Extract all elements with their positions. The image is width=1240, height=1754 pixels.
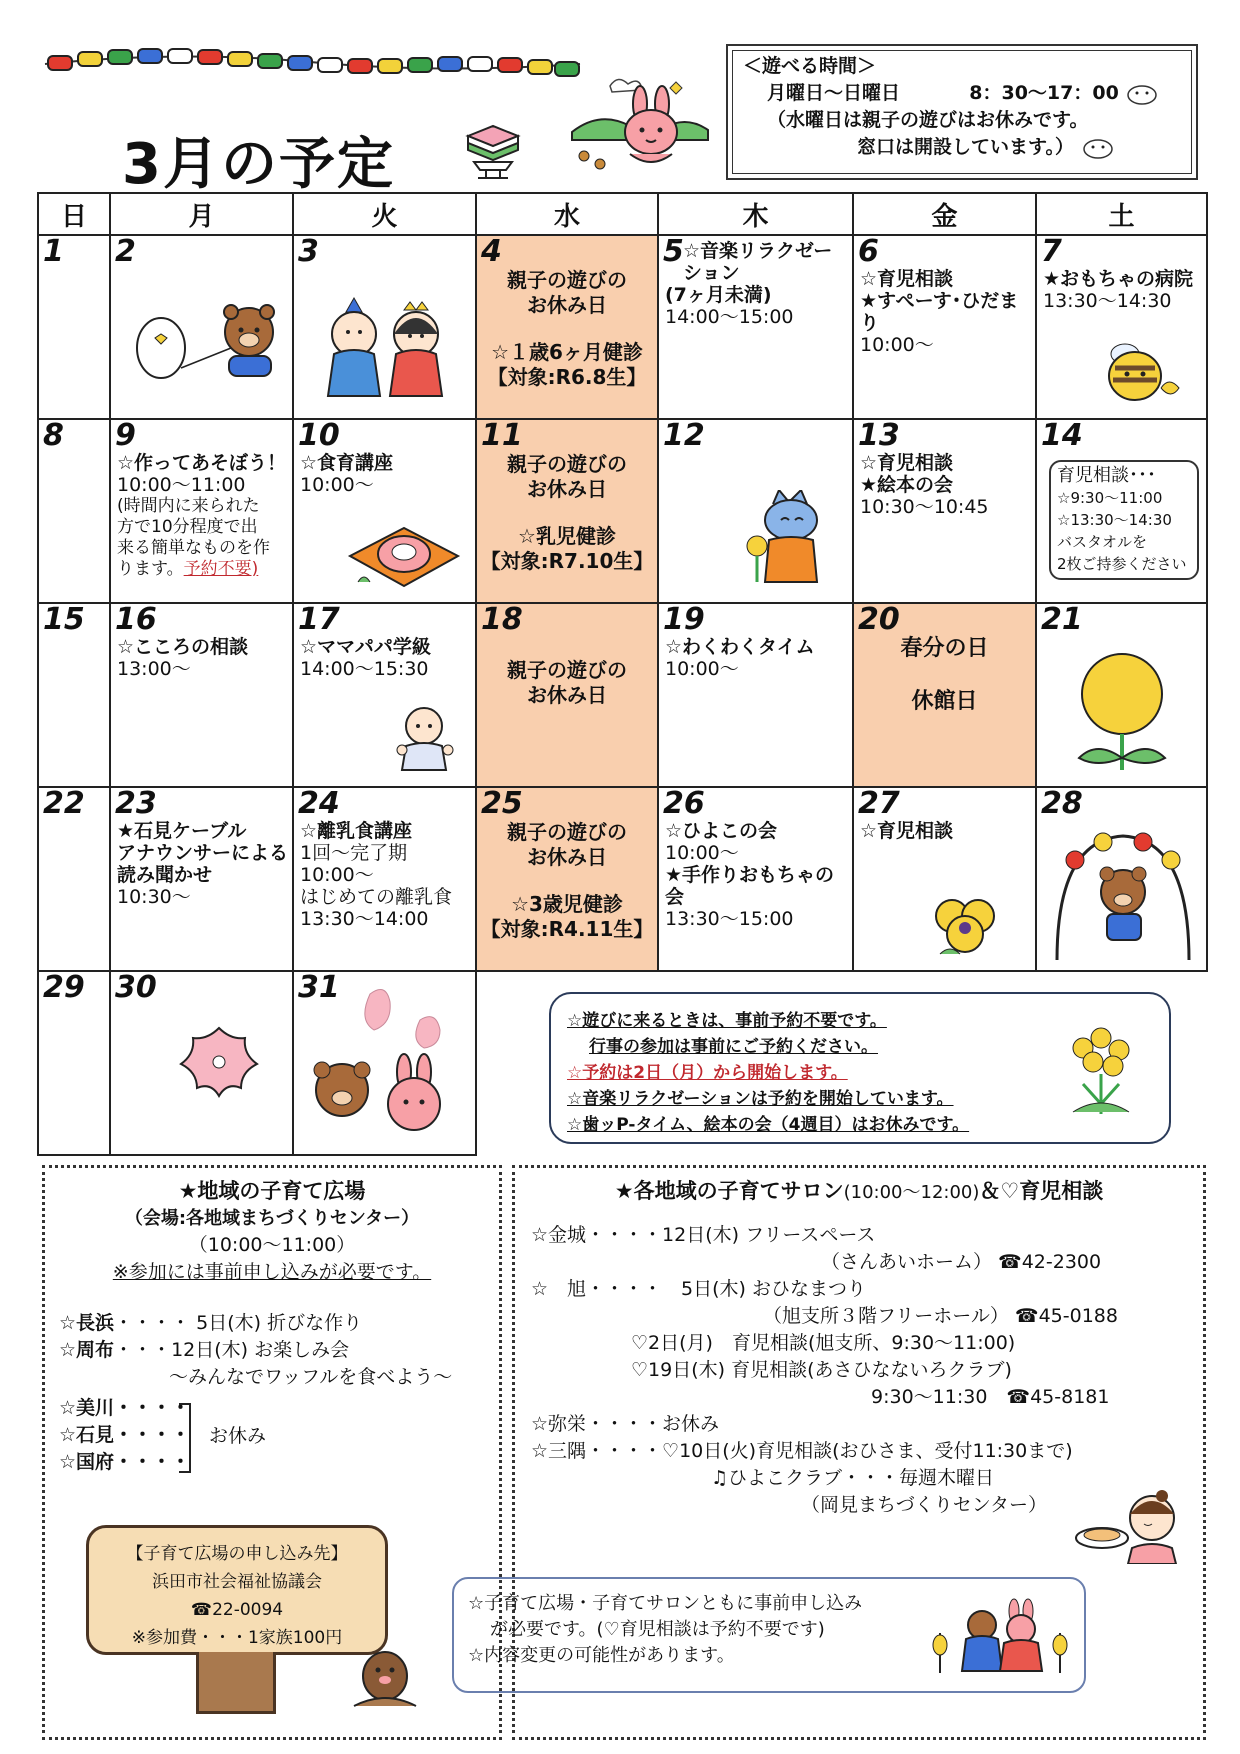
salon-title-consult: ＆♡育児相談: [979, 1179, 1104, 1203]
event-time: 13:30～14:00: [300, 908, 429, 930]
event-title: ☆ママパパ学級: [300, 636, 431, 658]
day-cell-closed: [476, 603, 658, 787]
hishimochi-icon: [458, 118, 528, 182]
pansy-icon: [930, 894, 1000, 958]
baby-icon: [394, 704, 456, 774]
rest-label: お休み: [209, 1425, 267, 1447]
day-number: 23: [115, 786, 157, 821]
event-detail: 1回～完了期: [300, 842, 408, 864]
health-check-target: 【対象:R7.10生】: [480, 549, 654, 573]
day-cell: [110, 419, 293, 603]
hours-time: 8：30～17：00: [969, 82, 1119, 104]
cat-flower-icon: [739, 490, 835, 590]
day-number: 24: [298, 786, 340, 821]
event-time: 13:30～15:00: [665, 908, 794, 930]
sign-phone: ☎22-0094: [190, 1600, 284, 1620]
hours-heading: ＜遊べる時間＞: [743, 55, 877, 77]
salon-title: [531, 1176, 1187, 1208]
day-number: 25: [481, 786, 523, 821]
hours-line: [743, 80, 1181, 107]
mole-icon: [350, 1640, 420, 1710]
day-cell: [38, 235, 110, 419]
day-cell: [1036, 419, 1207, 603]
event-desc: 来る簡単なものを作: [117, 538, 270, 558]
event-time: 14:00～15:00: [665, 306, 794, 328]
day-number: 30: [115, 970, 157, 1005]
local-plaza-row: [59, 1337, 485, 1364]
event-time: 10:30～10:45: [860, 496, 989, 518]
day-number: 12: [663, 418, 705, 453]
day-number: 14: [1041, 418, 1083, 453]
rapeseed-flower-icon: [1053, 1024, 1149, 1120]
calendar-week: [38, 603, 1207, 787]
health-check-target: 【対象:R4.11生】: [480, 917, 654, 941]
salon-line: ☆三隅・・・・♡10日(火)育児相談(おひさま、受付11:30まで): [531, 1440, 1073, 1462]
closed-note: 親子の遊びの: [507, 820, 627, 844]
day-cell-closed: [476, 235, 658, 419]
event-title: ☆育児相談: [860, 820, 954, 842]
day-number: 3: [298, 234, 319, 269]
day-number: 13: [858, 418, 900, 453]
local-plaza-venue: （会場:各地域まちづくりセンター）: [124, 1208, 420, 1229]
event-time: 10:30～: [117, 886, 191, 908]
local-plaza-row: [59, 1310, 485, 1337]
day-cell: [1036, 787, 1207, 971]
bubble-line: 2枚ご持参ください: [1057, 555, 1187, 573]
place-name: ☆周布: [59, 1339, 115, 1361]
rabbit-hill-icon: [570, 70, 710, 176]
day-number: 20: [858, 602, 900, 637]
application-note: [452, 1577, 1086, 1693]
hours-days: 月曜日～日曜日: [767, 82, 901, 104]
hours-note-2: 窓口は開設しています。）: [857, 136, 1074, 158]
day-number: 16: [115, 602, 157, 637]
day-cell: [658, 787, 853, 971]
girl-cooking-icon: [1072, 1488, 1192, 1564]
day-number: 10: [298, 418, 340, 453]
event-title: ☆作ってあそぼう！: [117, 452, 287, 474]
page-title: 3月の予定: [122, 132, 395, 197]
event-title: ☆わくわくタイム: [665, 636, 815, 658]
day-cell: [658, 603, 853, 787]
day-number: 18: [481, 602, 523, 637]
bear-rabbit-blossom-icon: [300, 980, 472, 1150]
event-title: ☆育児相談: [860, 452, 954, 474]
hina-lanterns-icon: [930, 1593, 1070, 1683]
salon-line: ☆金城・・・・12日(木) フリースペース: [531, 1224, 876, 1246]
weekday-mon: 月: [110, 193, 293, 235]
health-check: ☆乳児健診: [518, 524, 616, 548]
salon-line: （さんあいホーム） ☎42-2300: [821, 1251, 1102, 1273]
sign-line: 【子育て広場の申し込み先】: [126, 1544, 348, 1564]
notice-line: ☆歯ッP-タイム、絵本の会（4週目）はお休みです。: [567, 1115, 970, 1135]
calendar-week: [38, 787, 1207, 971]
day-number: 19: [663, 602, 705, 637]
notice-line-highlight: ☆予約は2日（月）から開始します。: [567, 1063, 848, 1083]
day-cell: [293, 603, 476, 787]
event-title: アナウンサーによる: [117, 842, 289, 864]
salon-line: ☆ 旭・・・・ 5日(木) おひなまつり: [531, 1278, 866, 1300]
event-note: (7ヶ月未満): [665, 284, 772, 306]
day-cell: [1036, 603, 1207, 787]
event-title: ☆音楽リラクゼーション: [683, 240, 833, 284]
salon-line: 9:30～11:30 ☎45-8181: [871, 1386, 1110, 1408]
calendar-week: [38, 235, 1207, 419]
day-number: 22: [43, 786, 85, 821]
day-number: 1: [43, 234, 64, 269]
no-reservation-note: 予約不要): [183, 559, 259, 579]
event-title: ★手作りおもちゃの会: [665, 864, 835, 908]
notice-line: ☆音楽リラクゼーションは予約を開始しています。: [567, 1089, 954, 1109]
health-check-target: 【対象:R6.8生】: [487, 365, 647, 389]
health-check: ☆１歳6ヶ月健診: [491, 340, 643, 364]
calendar-week: [38, 419, 1207, 603]
local-plaza-note: ※参加には事前申し込みが必要です。: [112, 1261, 432, 1283]
note-line: ☆子育て広場・子育てサロンともに事前申し込み: [468, 1593, 863, 1614]
day-number: 28: [1041, 786, 1083, 821]
note-line: が必要です。(♡育児相談は予約不要です): [490, 1619, 825, 1640]
event-time: 10:00～: [300, 864, 374, 886]
day-number: 26: [663, 786, 705, 821]
consultation-bubble: [1049, 460, 1199, 580]
day-cell-closed: [853, 603, 1036, 787]
day-number: 21: [1041, 602, 1083, 637]
weekday-header: [38, 193, 1207, 235]
day-number: 6: [858, 234, 879, 269]
sign-line: ※参加費・・・1家族100円: [131, 1628, 343, 1648]
day-cell: [110, 971, 293, 1155]
bear-flower-arch-icon: [1045, 820, 1201, 966]
day-cell: [293, 787, 476, 971]
bubble-line: ☆13:30～14:30: [1057, 511, 1172, 529]
event-time: 13:30～14:30: [1043, 290, 1172, 312]
event-title: ☆ひよこの会: [665, 820, 778, 842]
day-cell: [853, 787, 1036, 971]
day-number: 7: [1041, 234, 1062, 269]
place-name: ☆長浜: [59, 1312, 115, 1334]
weekday-tue: 火: [293, 193, 476, 235]
event-time: 10:00～: [860, 334, 934, 356]
salon-line: （旭支所３階フリーホール） ☎45-0188: [763, 1305, 1118, 1327]
event-time: 14:00～15:30: [300, 658, 429, 680]
place-event: 12日(木) お楽しみ会: [171, 1339, 350, 1361]
weekday-sun: 日: [38, 193, 110, 235]
event-title: ☆こころの相談: [117, 636, 249, 658]
sunflower-icon: [1067, 640, 1177, 780]
bear-kite-icon: [131, 298, 281, 398]
rest-place: ☆国府・・・・: [59, 1451, 191, 1473]
day-cell: [110, 787, 293, 971]
local-plaza-title: ★地域の子育て広場: [178, 1179, 366, 1203]
day-cell: [110, 235, 293, 419]
note-line: ☆内容変更の可能性があります。: [468, 1645, 735, 1666]
closed-note: お休み日: [527, 683, 607, 707]
day-cell: [293, 235, 476, 419]
bubble-line: ☆9:30～11:00: [1057, 489, 1163, 507]
holiday-name: 春分の日: [900, 636, 989, 661]
day-cell: [1036, 235, 1207, 419]
day-number: 5: [663, 234, 684, 269]
cherry-blossom-icon: [171, 1018, 267, 1108]
closed-day: 休館日: [911, 689, 978, 714]
day-number: 17: [298, 602, 340, 637]
closed-note: 親子の遊びの: [507, 658, 627, 682]
seal-icon: [1081, 137, 1115, 159]
rest-group: [59, 1395, 485, 1485]
event-time: 10:00～: [665, 842, 739, 864]
day-cell: [293, 419, 476, 603]
place-event: 5日(木) 折びな作り: [196, 1312, 363, 1334]
day-cell: [38, 787, 110, 971]
hina-dolls-icon: [324, 296, 454, 406]
event-title: ☆食育講座: [300, 452, 394, 474]
day-number: 27: [858, 786, 900, 821]
notice-line: ☆遊びに来るときは、事前予約不要です。: [567, 1011, 887, 1031]
day-cell: [38, 603, 110, 787]
event-title: ★石見ケーブル: [117, 820, 247, 842]
weekday-wed: 水: [476, 193, 658, 235]
event-title: ☆育児相談: [860, 268, 954, 290]
event-time: 10:00～: [665, 658, 739, 680]
day-number: 9: [115, 418, 136, 453]
weekday-sat: 土: [1036, 193, 1207, 235]
seal-icon: [1125, 83, 1159, 105]
salon-line: ♡19日(木) 育児相談(あさひなないろクラブ): [631, 1359, 1012, 1381]
event-desc: 方で10分程度で出: [117, 517, 258, 537]
day-cell: [658, 419, 853, 603]
day-number: 4: [481, 234, 502, 269]
weekday-thu: 木: [658, 193, 853, 235]
closed-note: 親子の遊びの: [507, 452, 627, 476]
day-number: 15: [43, 602, 85, 637]
day-number: 2: [115, 234, 136, 269]
closed-note: お休み日: [527, 845, 607, 869]
day-cell: [38, 971, 110, 1155]
opening-hours-box: [726, 44, 1198, 180]
salon-line: （岡見まちづくりセンター）: [801, 1494, 1048, 1516]
salon-title-main: ★各地域の子育てサロン: [614, 1179, 844, 1203]
event-title: ★絵本の会: [860, 474, 954, 496]
event-desc: (時間内に来られた: [117, 496, 260, 516]
weekday-fri: 金: [853, 193, 1036, 235]
health-check: ☆3歳児健診: [511, 892, 623, 916]
day-cell: [853, 235, 1036, 419]
salon-title-time: (10:00～12:00): [843, 1182, 980, 1203]
closed-note: お休み日: [527, 293, 607, 317]
day-cell: [38, 419, 110, 603]
bubble-line: バスタオルを: [1057, 533, 1148, 551]
day-cell-closed: [476, 419, 658, 603]
day-number: 31: [298, 970, 340, 1005]
event-desc: ります。: [117, 559, 184, 579]
event-time: 13:00～: [117, 658, 191, 680]
salon-line: ♫ひよこクラブ・・・毎週木曜日: [711, 1467, 995, 1489]
event-detail: はじめての離乳食: [300, 886, 453, 908]
notice-line: 行事の参加は事前にご予約ください。: [589, 1037, 878, 1057]
paper-chain-garland: [40, 42, 585, 90]
place-dots: ・・・: [114, 1339, 172, 1361]
hours-note-1: （水曜日は親子の遊びはお休みです。: [767, 109, 1089, 131]
salon-line: ☆弥栄・・・・お休み: [531, 1413, 720, 1435]
bubble-title: 育児相談･･･: [1057, 465, 1156, 486]
bracket: [179, 1403, 191, 1473]
event-time: 10:00～11:00: [117, 474, 246, 496]
rice-cake-icon: [344, 516, 464, 596]
application-sign: [86, 1525, 388, 1655]
local-plaza-sub: ～みんなでワッフルを食べよう～: [169, 1366, 453, 1388]
closed-note: お休み日: [527, 477, 607, 501]
day-cell: [110, 603, 293, 787]
event-desc-line: [111, 559, 292, 580]
local-plaza-time: （10:00～11:00）: [188, 1234, 356, 1256]
rest-place: ☆美川・・・・: [59, 1397, 191, 1419]
day-number: 29: [43, 970, 85, 1005]
day-cell: [853, 419, 1036, 603]
rest-place: ☆石見・・・・: [59, 1424, 191, 1446]
sign-line: 浜田市社会福祉協議会: [152, 1572, 322, 1592]
place-dots: ・・・・: [114, 1312, 191, 1334]
event-title: ★すぺーす･ひだまり: [860, 290, 1019, 334]
bee-icon: [1097, 336, 1197, 408]
event-time: 10:00～: [300, 474, 374, 496]
day-cell: [658, 235, 853, 419]
salon-line: ♡2日(月) 育児相談(旭支所、9:30～11:00): [631, 1332, 1016, 1354]
notice-box: [549, 992, 1171, 1144]
event-title: ★おもちゃの病院: [1043, 268, 1194, 290]
day-number: 8: [43, 418, 64, 453]
day-cell-closed: [476, 787, 658, 971]
day-cell: [293, 971, 476, 1155]
closed-note: 親子の遊びの: [507, 268, 627, 292]
event-title: 読み聞かせ: [117, 864, 213, 886]
sign-post: [196, 1652, 276, 1714]
event-title: ☆離乳食講座: [300, 820, 413, 842]
day-number: 11: [481, 418, 523, 453]
hours-note-line: [743, 134, 1181, 161]
